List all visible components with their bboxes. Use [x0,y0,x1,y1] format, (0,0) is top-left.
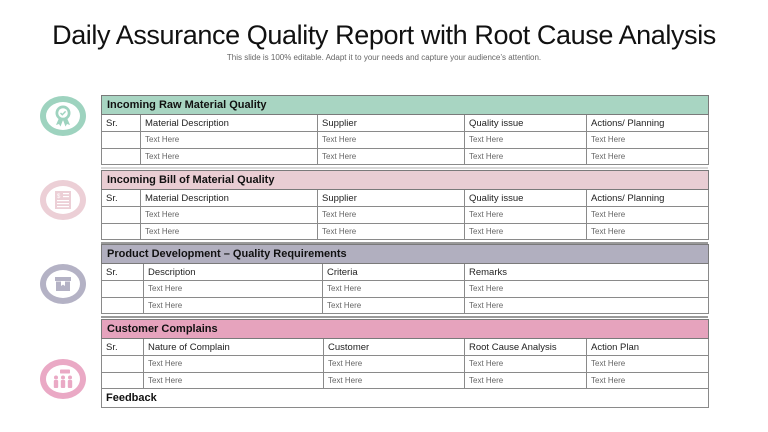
table-cell [102,148,141,165]
table-cell: Text Here [144,356,324,373]
section-title: Incoming Bill of Material Quality [102,171,709,190]
table-cell: Text Here [141,223,318,240]
divider [101,167,708,169]
column-header: Root Cause Analysis [465,339,587,356]
column-header: Action Plan [587,339,709,356]
product-box-icon [40,264,86,304]
column-header: Supplier [318,115,465,132]
table-cell [102,372,144,389]
column-header: Actions/ Planning [587,190,709,207]
feedback-label: Feedback [102,389,709,408]
table-cell: Text Here [318,223,465,240]
column-header: Quality issue [465,115,587,132]
column-header: Quality issue [465,190,587,207]
table-cell: Text Here [465,207,587,224]
column-header: Sr. [102,339,144,356]
table-cell: Text Here [323,297,465,314]
column-header: Supplier [318,190,465,207]
table-cell: Text Here [587,372,709,389]
table-row [102,356,709,373]
section-title: Product Development – Quality Requirements [102,245,709,264]
table-cell: Text Here [465,297,709,314]
table-cell: Text Here [587,223,709,240]
column-header: Actions/ Planning [587,115,709,132]
section-title: Incoming Raw Material Quality [102,96,709,115]
table-cell: Text Here [465,148,587,165]
page-subtitle: This slide is 100% editable. Adapt it to your needs and capture your audience’s attention. [226,53,542,62]
table-row [102,281,709,298]
table-row [102,132,709,149]
column-header: Material Description [141,115,318,132]
table-cell: Text Here [465,132,587,149]
bill-of-material-quality-table [101,170,709,240]
table-cell: Text Here [144,372,324,389]
column-header: Sr. [102,115,141,132]
column-header: Remarks [465,264,709,281]
table-cell: Text Here [587,207,709,224]
table-row [102,372,709,389]
table-cell: Text Here [318,207,465,224]
customer-group-icon [40,359,86,399]
section-title: Customer Complains [102,320,709,339]
table-cell: Text Here [324,356,465,373]
column-header: Nature of Complain [144,339,324,356]
column-header: Criteria [323,264,465,281]
divider [101,316,708,318]
table-cell: Text Here [465,223,587,240]
table-cell: Text Here [465,356,587,373]
table-cell: Text Here [587,356,709,373]
table-cell [102,207,141,224]
table-cell [102,223,141,240]
customer-complains-table [101,319,709,408]
bill-receipt-icon [40,180,86,220]
table-cell: Text Here [144,281,323,298]
table-cell: Text Here [323,281,465,298]
table-cell [102,356,144,373]
column-header: Sr. [102,190,141,207]
table-row [102,297,709,314]
column-header: Material Description [141,190,318,207]
column-header: Sr. [102,264,144,281]
table-cell [102,132,141,149]
table-cell: Text Here [141,207,318,224]
table-cell: Text Here [465,372,587,389]
table-cell: Text Here [144,297,323,314]
table-cell: Text Here [587,132,709,149]
table-row [102,148,709,165]
table-cell: Text Here [465,281,709,298]
svg-text:$: $ [57,194,61,200]
table-row [102,223,709,240]
table-cell: Text Here [141,132,318,149]
table-cell: Text Here [318,132,465,149]
table-cell: Text Here [324,372,465,389]
column-header: Description [144,264,323,281]
table-cell [102,297,144,314]
table-cell: Text Here [141,148,318,165]
award-badge-icon [40,96,86,136]
column-header: Customer [324,339,465,356]
table-cell [102,281,144,298]
raw-material-quality-table [101,95,709,165]
page-title: Daily Assurance Quality Report with Root Cause Analysis [52,20,716,50]
table-row [102,207,709,224]
table-cell: Text Here [587,148,709,165]
table-cell: Text Here [318,148,465,165]
product-development-table [101,244,709,314]
